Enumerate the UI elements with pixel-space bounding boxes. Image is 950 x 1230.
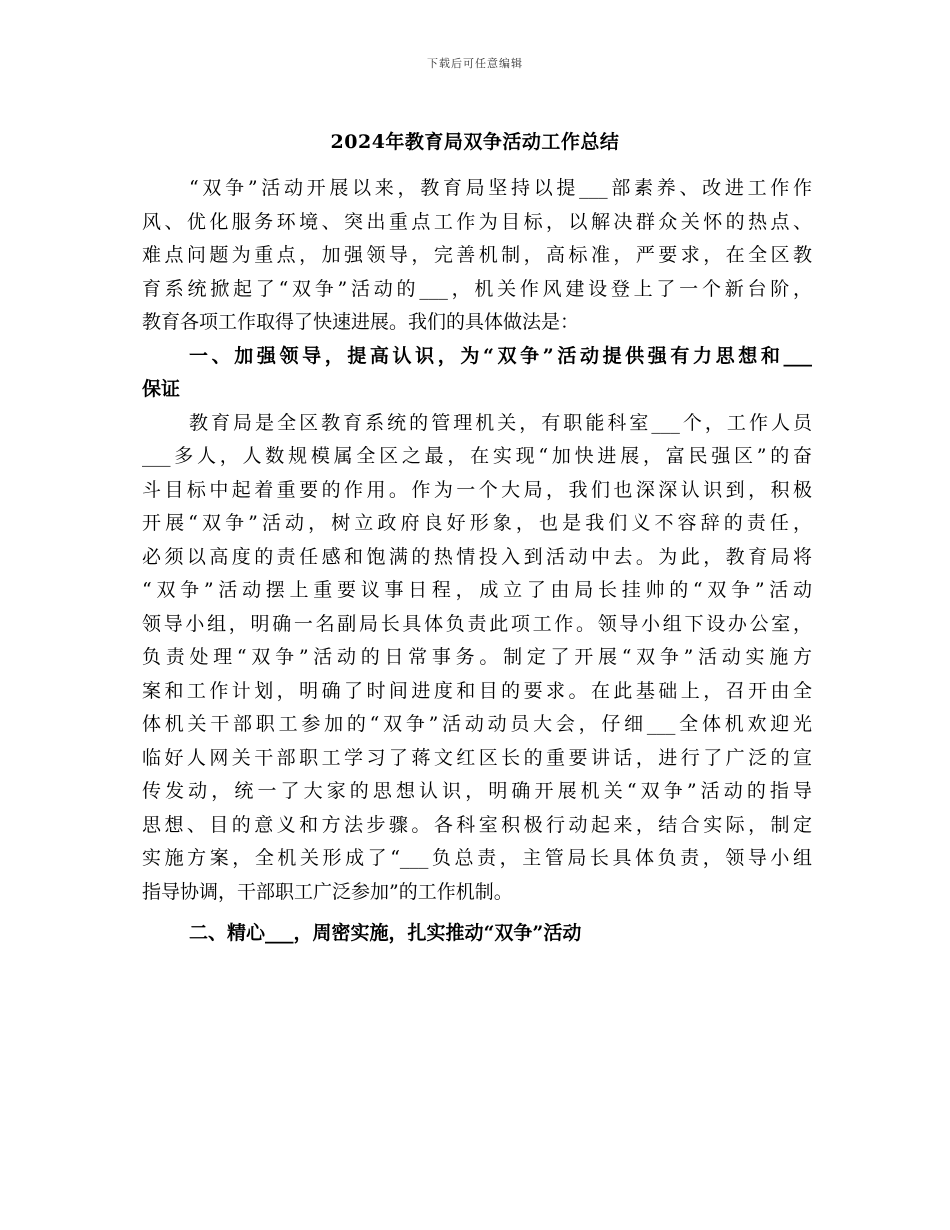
section-1-line: “双争”活动摆上重要议事日程，成立了由局长挂帅的“双争”活动	[142, 579, 812, 601]
section-1-line: 开展“双争”活动，树立政府良好形象，也是我们义不容辞的责任，	[142, 512, 812, 534]
document-body	[142, 172, 812, 951]
intro-line: 风、优化服务环境、突出重点工作为目标，以解决群众关怀的热点、	[142, 210, 812, 233]
section-1-line: 体机关干部职工参加的“双争”活动动员大会，仔细___全体机欢迎光	[142, 713, 812, 735]
section-1-line: 案和工作计划，明确了时间进度和目的要求。在此基础上，召开由全	[142, 679, 812, 702]
section-1-heading-cont: 保证	[142, 378, 181, 400]
document-title: 2024年教育局双争活动工作总结	[330, 131, 620, 153]
section-2-heading: 二、精心___，周密实施，扎实推动“双争”活动	[189, 922, 582, 944]
section-1-line: 斗目标中起着重要的作用。作为一个大局，我们也深深认识到，积极	[142, 478, 812, 501]
section-1-line: 教育局是全区教育系统的管理机关，有职能科室___个，工作人员	[189, 411, 812, 434]
intro-line: 难点问题为重点，加强领导，完善机制，高标准，严要求，在全区教	[142, 244, 812, 266]
intro-line: 育系统掀起了“双争”活动的___，机关作风建设登上了一个新台阶，	[142, 277, 812, 300]
section-1-line: 传发动，统一了大家的思想认识，明确开展机关“双争”活动的指导	[142, 780, 812, 802]
section-1-line: 指导协调，干部职工广泛参加”的工作机制。	[142, 880, 513, 903]
section-1-line: 负责处理“双争”活动的日常事务。制定了开展“双争”活动实施方	[142, 646, 812, 668]
section-1-line: 思想、目的意义和方法步骤。各科室积极行动起来，结合实际，制定	[142, 813, 812, 836]
section-1-line: 必须以高度的责任感和饱满的热情投入到活动中去。为此，教育局将	[142, 545, 812, 568]
section-1-heading: 一、加强领导，提高认识，为“双争”活动提供强有力思想和___	[189, 344, 812, 367]
intro-line: 教育各项工作取得了快速进展。我们的具体做法是：	[142, 311, 580, 333]
section-1-line: 领导小组，明确一名副局长具体负责此项工作。领导小组下设办公室，	[142, 612, 812, 635]
intro-line: “双争”活动开展以来，教育局坚持以提___部素养、改进工作作	[189, 177, 812, 199]
section-1-line: 实施方案，全机关形成了“___负总责，主管局长具体负责，领导小组	[142, 847, 812, 869]
download-note: 下载后可任意编辑	[427, 57, 523, 70]
section-1-line: 临好人网关干部职工学习了蒋文红区长的重要讲话，进行了广泛的宣	[142, 746, 812, 769]
section-1-line: ___多人，人数规模属全区之最，在实现“加快进展，富民强区”的奋	[142, 445, 812, 467]
